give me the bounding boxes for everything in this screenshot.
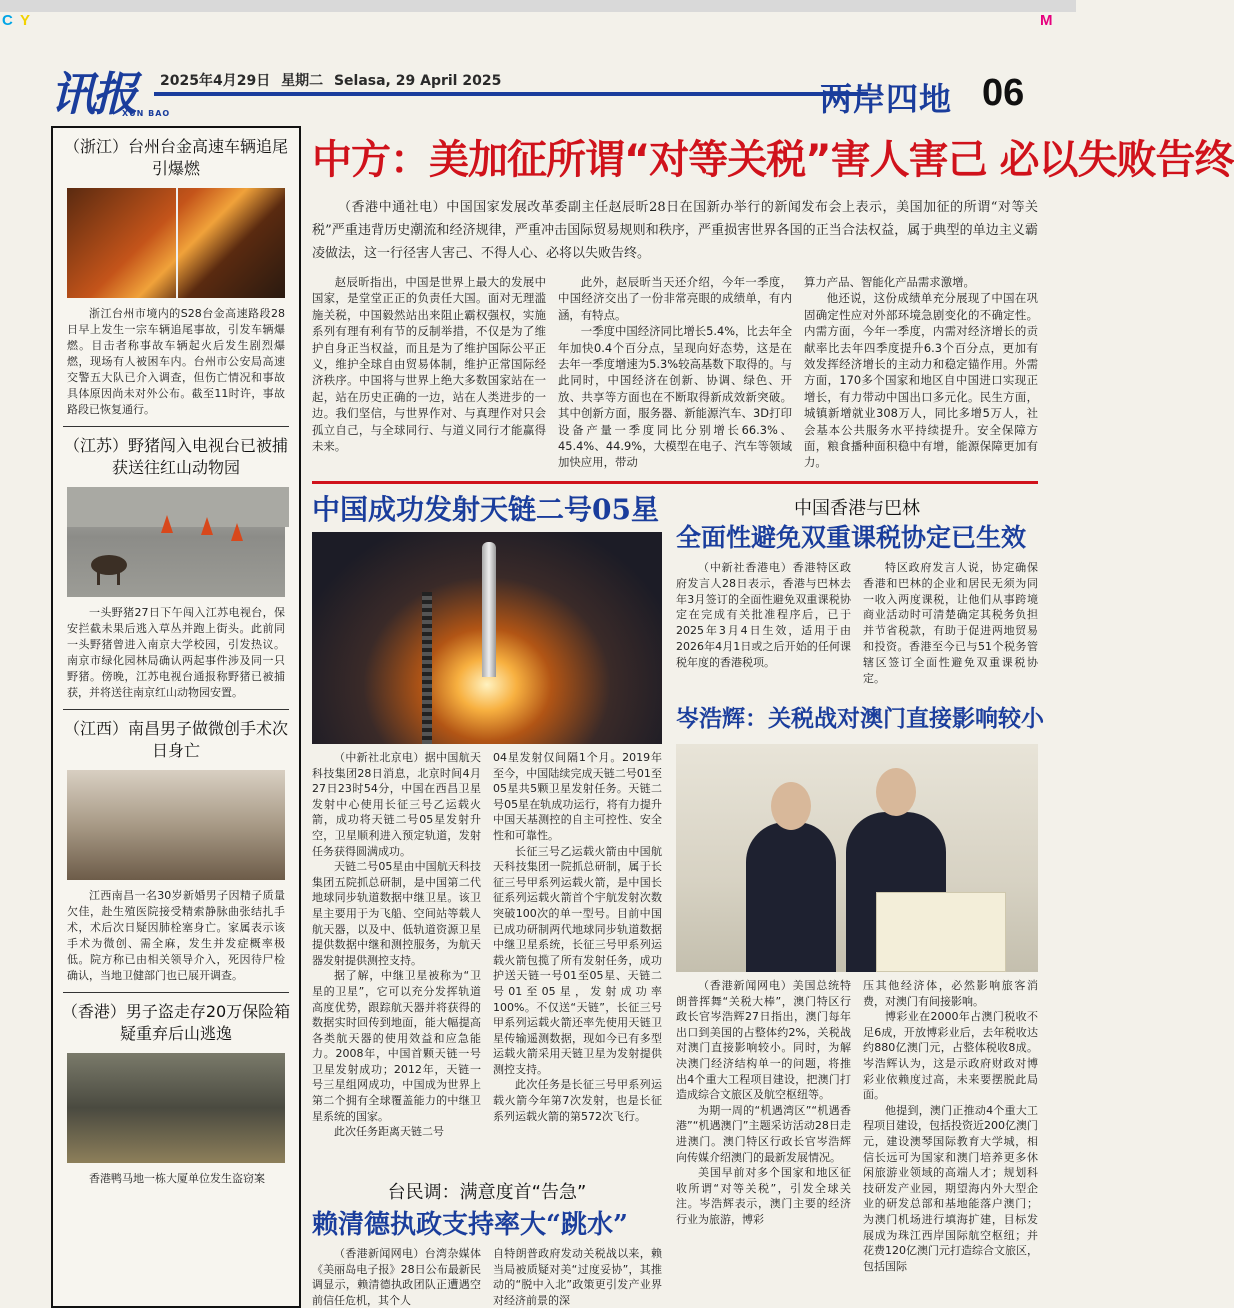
macao-body xyxy=(676,978,1038,1308)
lead-column xyxy=(312,274,546,480)
paragraph: 04星发射仅间隔1个月。2019年至今，中国陆续完成天链二号01至05星共5颗卫星发射任务。天链二号05星在轨成功运行，将有力提升中国天基测控的自主可控性、安全性和可靠性。 xyxy=(493,751,662,842)
tax-column xyxy=(863,560,1038,698)
lead-column xyxy=(804,274,1038,480)
hospital-photo xyxy=(67,770,285,880)
macao-column xyxy=(676,978,851,1308)
brief-item xyxy=(53,993,299,1193)
paragraph: 此次任务距离天链二号 xyxy=(334,1125,444,1139)
wild-boar-photo xyxy=(67,487,285,597)
brief-title: （香港）男子盗走存20万保险箱疑重弃后山逃逸 xyxy=(61,1002,291,1043)
rocket-launch-photo xyxy=(312,532,662,744)
taiwan-subheadline: 台民调：满意度首“告急” xyxy=(387,1182,587,1203)
press-conference-photo xyxy=(676,744,1038,972)
tax-column xyxy=(676,560,851,698)
paragraph: 美国早前对多个国家和地区征收所谓“对等关税”，引发全球关注。岑浩辉表示，澳门主要的经济行业为旅游，博彩 xyxy=(676,1166,851,1226)
paragraph: 算力产品、智能化产品需求激增。 xyxy=(804,275,975,289)
paragraph: 压其他经济体，必然影响旅客消费，对澳门有间接影响。 xyxy=(863,979,1038,1008)
lead-column xyxy=(558,274,792,480)
section-divider xyxy=(312,481,1038,484)
newspaper-logo-en: XUN BAO xyxy=(122,109,171,118)
paragraph: 此次任务是长征三号甲系列运载火箭今年第7次发射，也是长征系列运载火箭的第572次飞行。 xyxy=(493,1078,662,1123)
brief-item xyxy=(53,710,299,990)
top-margin-strip xyxy=(0,0,1076,12)
paragraph: 赵辰昕指出，中国是世界上最大的发展中国家，是堂堂正正的负责任大国。面对无理滥施关税，中国毅然站出来阻止霸权强权，实施系列有理有利有节的反制举措，不仅是为了维护自身正当权益，而且是为了维护国际公平正义，维护全球自由贸易体制，维护正常国际经济秩序。中国将与世界上绝大多数国家站在一起，站在历史正确的一边，站在人类进步的一边。我们坚信，与世界作对、与真理作对只会孤立自己，与全球同行、与道义同行才能赢得未来。 xyxy=(312,275,546,454)
podium xyxy=(876,892,1006,972)
paragraph: （香港新闻网电）台湾杂媒体《美丽岛电子报》28日公布最新民调显示，赖清德执政团队正遭遇空前信任危机，其个人 xyxy=(312,1247,481,1307)
print-mark-m: M xyxy=(1040,12,1053,29)
masthead xyxy=(50,58,1040,124)
brief-item xyxy=(53,427,299,707)
paragraph: 此外，赵辰昕当天还介绍，今年一季度，中国经济交出了一份非常亮眼的成绩单，有内涵，有特点。 xyxy=(558,275,792,322)
paragraph: 博彩业在2000年占澳门税收不足6成，开放博彩业后，去年税收达约880亿澳门元，占整体税收8成。岑浩辉认为，这是示政府财政对博彩业依赖度过高，未来要摆脱此局面。 xyxy=(863,1010,1038,1102)
brief-title: （江苏）野猪闯入电视台已被捕获送往红山动物园 xyxy=(63,436,288,477)
masthead-rule xyxy=(154,92,868,96)
safe-photo xyxy=(67,1053,285,1163)
print-mark-c: C xyxy=(2,12,13,29)
paragraph: 特区政府发言人说，协定确保香港和巴林的企业和居民无须为同一收入两度课税，让他们从事跨境商业活动时可清楚确定其税务负担并节省税款，有助于促进两地贸易和投资。香港至今已与51个税务管辖区签订全面性避免双重课税协定。 xyxy=(863,561,1038,685)
paragraph: 据了解，中继卫星被称为“卫星的卫星”，它可以充分发挥轨道高度优势，跟踪航天器并将获得的数据实时回传到地面，能大幅提高各类航天器的使用效益和应急能力。2008年，中国首颗天链一号卫星发射成功；2012年，天链一号三星组网成功，中国成为世界上第二个拥有全球覆盖能力的中继卫星系统的国家。 xyxy=(312,969,481,1123)
paragraph: 为期一周的“机遇湾区”“机遇香港”“机遇澳门”主题采访活动28日走进澳门。澳门特区行政长官岑浩辉向传媒介绍澳门的最新发展情况。 xyxy=(676,1103,851,1164)
date-cn: 2025年4月29日 xyxy=(160,73,271,89)
weekday-cn: 星期二 xyxy=(281,73,324,89)
brief-item xyxy=(53,128,299,424)
satellite-body xyxy=(312,750,662,1170)
paragraph: 长征三号乙运载火箭由中国航天科技集团一院抓总研制，属于长征三号甲系列运载火箭，是中国长征系列运载火箭首个宇航发射次数突破100次的单一型号。目前中国已成功研制两代地球同步轨道数据中继卫星系统，长征三号甲系列运载火箭包揽了所有发射任务，成功护送天链一号01至05星、天链二号01至05星，发射成功率100%。不仅送“天链”，长征三号甲系列运载火箭还率先使用天链卫星传输遥测数据，现如今已有多型运载火箭采用天链卫星为发射提供测控支持。 xyxy=(493,844,662,1076)
macao-headline: 岑浩辉：关税战对澳门直接影响较小 xyxy=(676,705,1044,732)
section-name: 两岸四地 xyxy=(820,80,953,118)
satellite-column xyxy=(493,750,662,1170)
tax-subheadline: 中国香港与巴林 xyxy=(794,498,920,519)
newspaper-logo: 讯报 xyxy=(50,67,134,121)
paragraph: 自特朗普政府发动关税战以来，赖当局被质疑对美“过度妥协”，其推动的“脱中入北”政策更引发产业界对经济前景的深 xyxy=(493,1247,662,1307)
macao-column xyxy=(863,978,1038,1308)
brief-text: 浙江台州市境内的S28台金高速路段28日早上发生一宗车辆追尾事故，引发车辆爆燃。目击者称事故车辆起火后发生剧烈爆燃，现场有人被困车内。台州市公安局高速交警五大队已介入调查，但伤亡情况和事故具体原因尚未对外公布。截至11时许，事故路段已恢复通行。 xyxy=(67,307,285,416)
speaker-figure xyxy=(746,822,836,972)
satellite-headline: 中国成功发射天链二号05星 xyxy=(312,493,659,526)
rocket-icon xyxy=(482,542,496,677)
paragraph: （香港新闻网电）美国总统特朗普挥舞“关税大棒”，澳门特区行政长官岑浩辉27日指出，澳门每年出口到美国的占整体约2%，关税战对澳门直接影响较小。同时，为解决澳门经济结构单一的问题，将推出4个重大工程项目建设，把澳门打造成综合文旅区及航空枢纽等。 xyxy=(676,979,851,1102)
taiwan-body xyxy=(312,1246,662,1308)
dateline xyxy=(160,70,507,90)
page-number: 06 xyxy=(982,72,1025,114)
lead-body xyxy=(312,274,1038,480)
paragraph: （中新社北京电）据中国航天科技集团28日消息，北京时间4月27日23时54分，中国在西昌卫星发射中心使用长征三号乙运载火箭，成功将天链二号05星发射升空，卫星顺利进入预定轨道，发射任务获得圆满成功。 xyxy=(312,751,481,858)
paragraph: （中新社香港电）香港特区政府发言人28日表示，香港与巴林去年3月签订的全面性避免双重课税协定在完成有关批准程序后，已于2025年3月4日生效，适用于由2026年4月1日或之后开始的任何课税年度的香港税项。 xyxy=(676,561,851,669)
taiwan-column xyxy=(493,1246,662,1308)
paragraph: 天链二号05星由中国航天科技集团五院抓总研制，是中国第二代地球同步轨道数据中继卫星。该卫星主要用于为飞船、空间站等载人航天器，以及中、低轨道资源卫星提供数据中继和测控服务，为航天器发射提供测控支持。 xyxy=(312,860,481,967)
paragraph: 他还说，这份成绩单充分展现了中国在巩固确定性应对外部环境急剧变化的不确定性。内需方面，今年一季度，内需对经济增长的贡献率比去年四季度提升6.3个百分点，更加有效发挥经济增长的主动力和稳定锚作用。外需方面，170多个国家和地区自中国进口实现正增长，有力带动中国出口多元化。民生方面，城镇新增就业308万人，同比多增5万人，社会基本公共服务水平持续提升。安全保障方面，粮食播种面积稳中有增，能源保障更加有力。 xyxy=(804,291,1038,470)
tax-headline: 全面性避免双重课税协定已生效 xyxy=(676,523,1027,552)
print-mark-y: Y xyxy=(20,12,31,29)
brief-title: （江西）南昌男子做微创手术次日身亡 xyxy=(63,719,288,760)
brief-title: （浙江）台州台金高速车辆追尾引爆燃 xyxy=(63,137,288,178)
brief-text: 香港鸭马地一栋大厦单位发生盗窃案 xyxy=(89,1172,265,1185)
paragraph: 一季度中国经济同比增长5.4%，比去年全年加快0.4个百分点，呈现向好态势，这是在去年一季度增速为5.3%较高基数下取得的。与此同时，中国经济在创新、协调、绿色、开放、共享等方面也在不断取得新成效新突破。其中创新方面，服务器、新能源汽车、3D打印设备产量一季度同比分别增长66.3%、45.4%、44.9%，大模型在电子、汽车等领域加快应用，带动 xyxy=(558,324,792,470)
car-fire-photo xyxy=(67,188,285,298)
date-ms: Selasa, 29 April 2025 xyxy=(333,73,502,89)
lead-headline: 中方：美加征所谓“对等关税”害人害己 必以失败告终 xyxy=(312,137,1234,183)
wild-boar-icon xyxy=(67,487,289,597)
taiwan-headline: 赖清德执政支持率大“跳水” xyxy=(312,1210,628,1240)
satellite-column xyxy=(312,750,481,1170)
news-brief-sidebar xyxy=(51,126,301,1308)
paragraph: 他提到，澳门正推动4个重大工程项目建设，包括投资近200亿澳门元，建设澳琴国际教育大学城，相信长远可为国家和澳门培养更多休闲旅游业领域的高端人才；规划科技研发产业园，期望海内外大型企业的研发总部和基地能落户澳门；为澳门机场进行填海扩建，目标发展成为珠江西岸国际航空枢纽；并花费120亿澳门元打造综合文旅区，包括国际 xyxy=(863,1103,1038,1273)
launch-tower xyxy=(422,592,432,744)
taiwan-column xyxy=(312,1246,481,1308)
brief-text: 江西南昌一名30岁新婚男子因精子质量欠佳，赴生殖医院接受精索静脉曲张结扎手术，术后次日疑因肺栓塞身亡。家属表示该手术为微创、需全麻，发生并发症概率极低。院方称已由相关领导介入，死因待尸检确认，当地卫健部门也已展开调查。 xyxy=(67,889,285,982)
lead-paragraph: （香港中通社电）中国国家发展改革委副主任赵辰昕28日在国新办举行的新闻发布会上表示，美国加征的所谓“对等关税”严重违背历史潮流和经济规律，严重冲击国际贸易规则和秩序，严重损害世界各国的正当合法权益，属于典型的单边主义霸凌做法，这一行径害人害己、不得人心、必将以失败告终。 xyxy=(312,200,1038,261)
brief-text: 一头野猪27日下午闯入江苏电视台，保安拦截未果后逃入草丛并跑上街头。此前同一头野猪曾进入南京大学校园，引发热议。南京市绿化园林局确认两起事件涉及同一只野猪。傍晚，江苏电视台通报称野猪已被捕获，并将送往南京红山动物园安置。 xyxy=(67,606,285,699)
tax-body xyxy=(676,560,1038,698)
